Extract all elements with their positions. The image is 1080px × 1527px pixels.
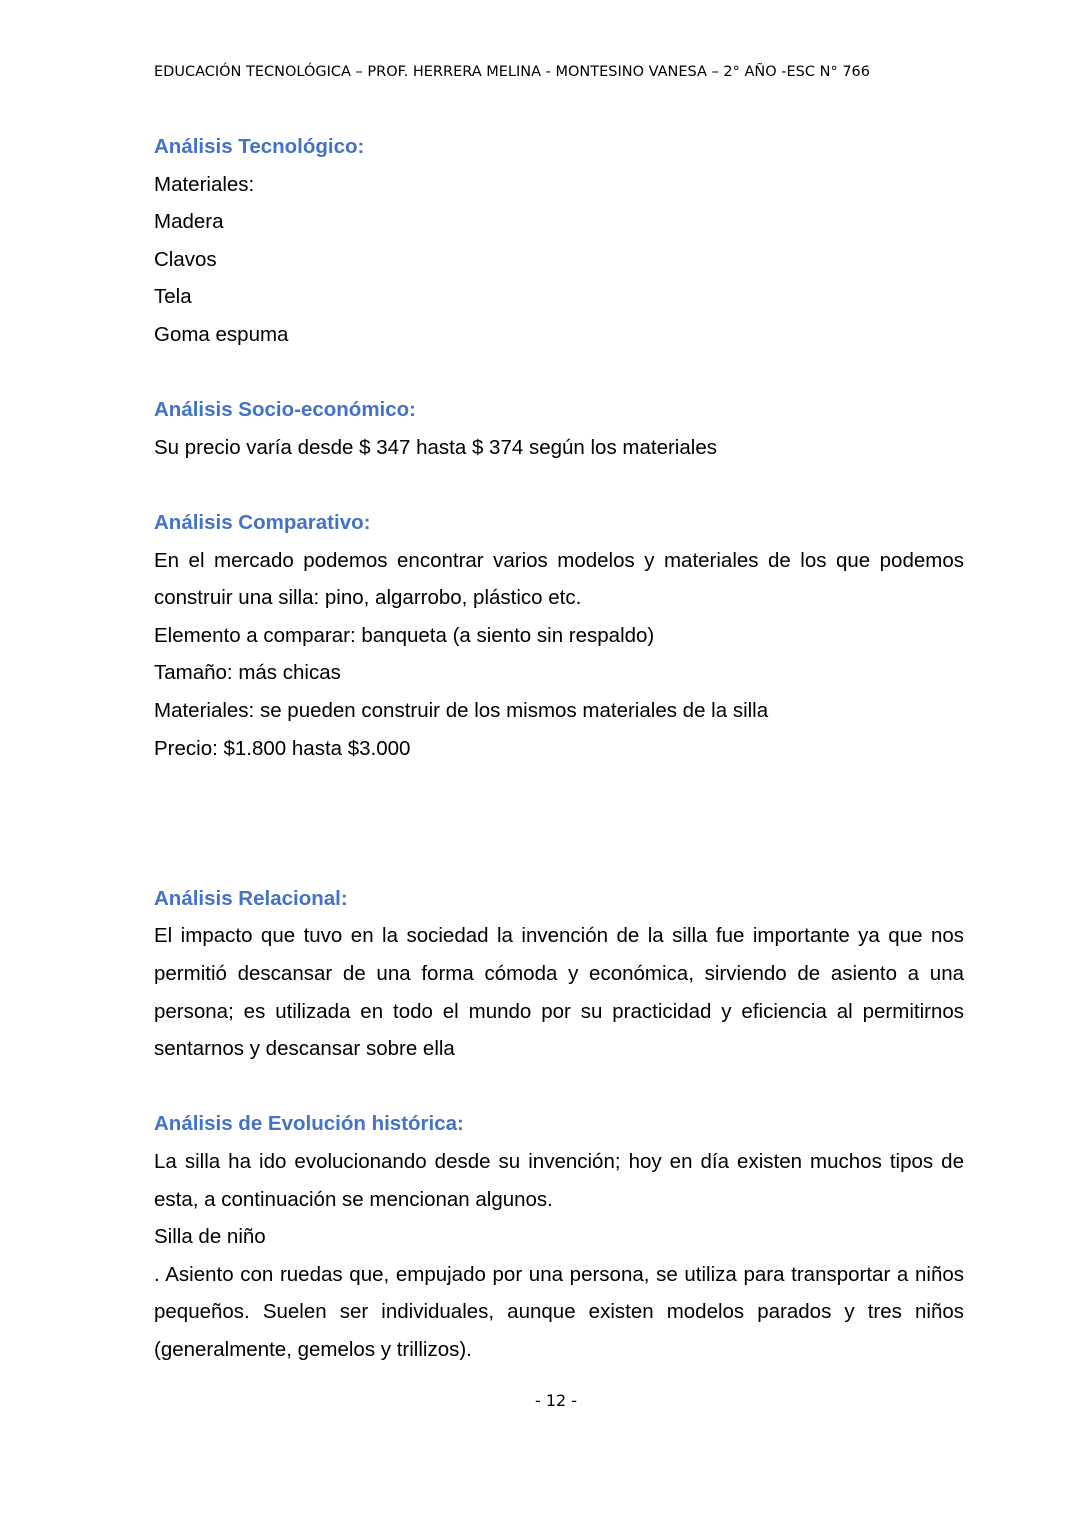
- heading-relacional: Análisis Relacional:: [154, 886, 348, 910]
- material-item: Clavos: [154, 247, 217, 271]
- material-item: Goma espuma: [154, 322, 289, 346]
- comparativo-line: Tamaño: más chicas: [154, 661, 341, 685]
- section-tecnologico: [154, 128, 964, 354]
- evolucion-item-title: Silla de niño: [154, 1225, 266, 1249]
- section-comparativo: [154, 504, 964, 767]
- comparativo-line: Elemento a comparar: banqueta (a siento sin respaldo): [154, 623, 655, 647]
- material-item: Madera: [154, 210, 224, 234]
- document-body: [154, 128, 964, 1369]
- comparativo-line: Precio: $1.800 hasta $3.000: [154, 736, 411, 760]
- page-header: EDUCACIÓN TECNOLÓGICA – PROF. HERRERA MELINA - MONTESINO VANESA – 2° AÑO -ESC N° 766: [154, 64, 871, 80]
- comparativo-line: Materiales: se pueden construir de los mismos materiales de la silla: [154, 698, 769, 722]
- heading-socioeconomico: Análisis Socio-económico:: [154, 398, 416, 422]
- heading-comparativo: Análisis Comparativo:: [154, 510, 371, 534]
- evolucion-item-description: . Asiento con ruedas que, empujado por una persona, se utiliza para transportar a niños pequeños. Suelen ser individuales, aunque existen modelos parados y tres niños (generalmente, gemelos y trillizos).: [154, 1262, 964, 1362]
- section-relacional: [154, 880, 964, 1068]
- section-evolucion: [154, 1105, 964, 1368]
- heading-evolucion: Análisis de Evolución histórica:: [154, 1112, 464, 1136]
- socioeconomico-text: Su precio varía desde $ 347 hasta $ 374 según los materiales: [154, 435, 717, 459]
- section-socioeconomico: [154, 391, 964, 466]
- material-item: Tela: [154, 285, 192, 309]
- relacional-paragraph: El impacto que tuvo en la sociedad la invención de la silla fue importante ya que nos permitió descansar de una forma cómoda y económica, sirviendo de asiento a una persona; es utilizada en todo el mundo por su practicidad y eficiencia al permitirnos sentarnos y descansar sobre ella: [154, 924, 964, 1061]
- materials-label: Materiales:: [154, 172, 255, 196]
- evolucion-paragraph: La silla ha ido evolucionando desde su invención; hoy en día existen muchos tipos de esta, a continuación se mencionan algunos.: [154, 1150, 964, 1211]
- page-number: - 12 -: [534, 1391, 578, 1410]
- heading-tecnologico: Análisis Tecnológico:: [154, 135, 365, 158]
- comparativo-paragraph: En el mercado podemos encontrar varios modelos y materiales de los que podemos construir una silla: pino, algarrobo, plástico etc.: [154, 548, 964, 610]
